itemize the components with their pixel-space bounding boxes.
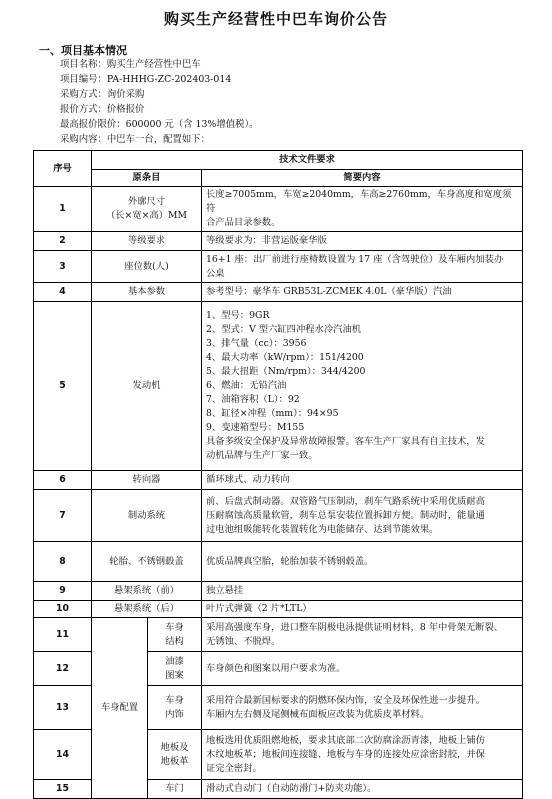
table-row: 8 轮胎、不锈钢毂盖 优质品牌真空胎，轮胎加装不锈钢毂盖。 <box>34 542 523 582</box>
info-max-price: 最高报价限价：600000 元（含 13%增值税）。 <box>60 119 259 130</box>
table-row: 1 外廓尺寸 （长×宽×高）MM 长度≥7005mm，车宽≥2040mm，车高≥2760mm，车身高度和宽度须符 合产品目录参数。 <box>34 187 523 232</box>
row-item: 地板及 地板革 <box>148 730 202 780</box>
table-row: 4 基本参数 参考型号：豪华车 GRB53L-ZCMEK 4.0L（豪华版）汽油 <box>34 283 523 302</box>
info-procurement-method: 采购方式：询价采购 <box>60 89 145 100</box>
row-item: 轮胎、不锈钢毂盖 <box>92 542 202 582</box>
info-project-name: 项目名称：购买生产经营性中巴车 <box>60 59 201 70</box>
table-row: 7 制动系统 前、后盘式制动器。双管路气压制动，刹车气路系统中采用优质耐高 压耐腐蚀高质量软管，刹车总泵安装位置拆卸方便。制动时，能量通 过电池组吸能转化装置转化为电能储存、达到节能效果。 <box>34 490 523 542</box>
row-content: 独立悬挂 <box>202 582 523 601</box>
table-row: 10 悬架系统（后） 叶片式弹簧（2 片*LTL） <box>34 601 523 618</box>
row-item: 基本参数 <box>92 283 202 302</box>
table-row: 2 等级要求 等级要求为：非营运版豪华版 <box>34 232 523 251</box>
table-row: 3 座位数(人) 16+1 座：出厂前进行座椅数设置为 17 座（含驾驶位）及车厢内加装办 公桌 <box>34 251 523 283</box>
info-project-number: 项目编号：PA-HHHG-ZC-202403-014 <box>60 74 232 85</box>
table-row: 5 发动机 1、型号：9GR 2、型式：V 型六缸四冲程水冷汽油机 3、排气量（cc）：3956 4、最大功率（kW/rpm）：151/4200 5、最大扭距（Nm/rpm）：344/4200 6、燃油：无铅汽油 7、油箱容积（L）：92 8、缸径×冲程（mm）：94×95 9、变速箱型号：M155 具备多级安全保护及异常故障报警。客车生产厂家具有自主技术，发 动机品牌与生产厂家一致。 <box>34 302 523 471</box>
table-row: 15 车门 滑动式自动门（自动防滑门+防夹功能）。 <box>34 780 523 799</box>
info-quote-method: 报价方式：价格报价 <box>60 104 145 115</box>
table-row: 9 悬架系统（前） 独立悬挂 <box>34 582 523 601</box>
table-row: 14 地板及 地板革 地板选用优质阻燃地板，要求其底部二次防腐涂沥青漆，地板上铺仿 木纹地板革；地板间连接缝、地板与车身的连接处应涂密封胶，并保 证完全密封。 <box>34 730 523 780</box>
row-content: 采用高强度车身，进口整车阴极电泳提供证明材料，8 年中骨架无断裂、 无锈蚀、不脱焊。 <box>202 618 523 652</box>
section-heading: 一、项目基本情况 <box>39 44 127 57</box>
page-title: 购买生产经营性中巴车询价公告 <box>163 10 388 28</box>
row-content: 车身颜色和图案以用户要求为准。 <box>202 652 523 686</box>
row-item: 转向器 <box>92 471 202 490</box>
header-seq: 序号 <box>34 151 92 187</box>
row-item: 悬架系统（前） <box>92 582 202 601</box>
table-row: 6 转向器 循环球式、动力转向 <box>34 471 523 490</box>
row-item: 等级要求 <box>92 232 202 251</box>
row-content: 前、后盘式制动器。双管路气压制动，刹车气路系统中采用优质耐高 压耐腐蚀高质量软管，刹车总泵安装位置拆卸方便。制动时，能量通 过电池组吸能转化装置转化为电能储存、达到节能效果。 <box>202 490 523 542</box>
row-item: 悬架系统（后） <box>92 601 202 618</box>
header-brief-content: 简要内容 <box>202 170 523 187</box>
row-content: 采用符合最新国标要求的阴燃环保内饰，安全及环保性进一步提升。 车厢内左右侧及尾侧械布面板应改装为优质皮革材料。 <box>202 686 523 730</box>
info-procurement-content: 采购内容：中巴车一台，配置如下： <box>60 134 211 145</box>
header-tech-requirements: 技术文件要求 <box>92 151 523 170</box>
row-item: 座位数(人) <box>92 251 202 283</box>
row-content: 长度≥7005mm，车宽≥2040mm，车高≥2760mm，车身高度和宽度须符 合产品目录参数。 <box>202 187 523 232</box>
row-content: 叶片式弹簧（2 片*LTL） <box>202 601 523 618</box>
row-item: 制动系统 <box>92 490 202 542</box>
header-original-item: 原条目 <box>92 170 202 187</box>
row-content: 优质品牌真空胎，轮胎加装不锈钢毂盖。 <box>202 542 523 582</box>
row-content: 等级要求为：非营运版豪华版 <box>202 232 523 251</box>
row-content: 1、型号：9GR 2、型式：V 型六缸四冲程水冷汽油机 3、排气量（cc）：3956 4、最大功率（kW/rpm）：151/4200 5、最大扭距（Nm/rpm）：344/4200 6、燃油：无铅汽油 7、油箱容积（L）：92 8、缸径×冲程（mm）：94×95 9、变速箱型号：M155 具备多级安全保护及异常故障报警。客车生产厂家具有自主技术，发 动机品牌与生产厂家一致。 <box>202 302 523 471</box>
row-item: 发动机 <box>92 302 202 471</box>
row-item: 车身 结构 <box>148 618 202 652</box>
row-content: 循环球式、动力转向 <box>202 471 523 490</box>
body-config-group-label: 车身配置 <box>92 618 148 799</box>
table-row: 12 油漆 图案 车身颜色和图案以用户要求为准。 <box>34 652 523 686</box>
row-content: 16+1 座：出厂前进行座椅数设置为 17 座（含驾驶位）及车厢内加装办 公桌 <box>202 251 523 283</box>
row-item: 车门 <box>148 780 202 799</box>
table-row: 11 车身配置 车身 结构 采用高强度车身，进口整车阴极电泳提供证明材料，8 年中骨架无断裂、 无锈蚀、不脱焊。 <box>34 618 523 652</box>
table-row: 13 车身 内饰 采用符合最新国标要求的阴燃环保内饰，安全及环保性进一步提升。 车厢内左右侧及尾侧械布面板应改装为优质皮革材料。 <box>34 686 523 730</box>
row-item: 车身 内饰 <box>148 686 202 730</box>
spec-table <box>33 150 523 799</box>
row-content: 参考型号：豪华车 GRB53L-ZCMEK 4.0L（豪华版）汽油 <box>202 283 523 302</box>
row-content: 滑动式自动门（自动防滑门+防夹功能）。 <box>202 780 523 799</box>
row-item: 外廓尺寸 （长×宽×高）MM <box>92 187 202 232</box>
row-content: 地板选用优质阻燃地板，要求其底部二次防腐涂沥青漆，地板上铺仿 木纹地板革；地板间连接缝、地板与车身的连接处应涂密封胶，并保 证完全密封。 <box>202 730 523 780</box>
row-item: 油漆 图案 <box>148 652 202 686</box>
